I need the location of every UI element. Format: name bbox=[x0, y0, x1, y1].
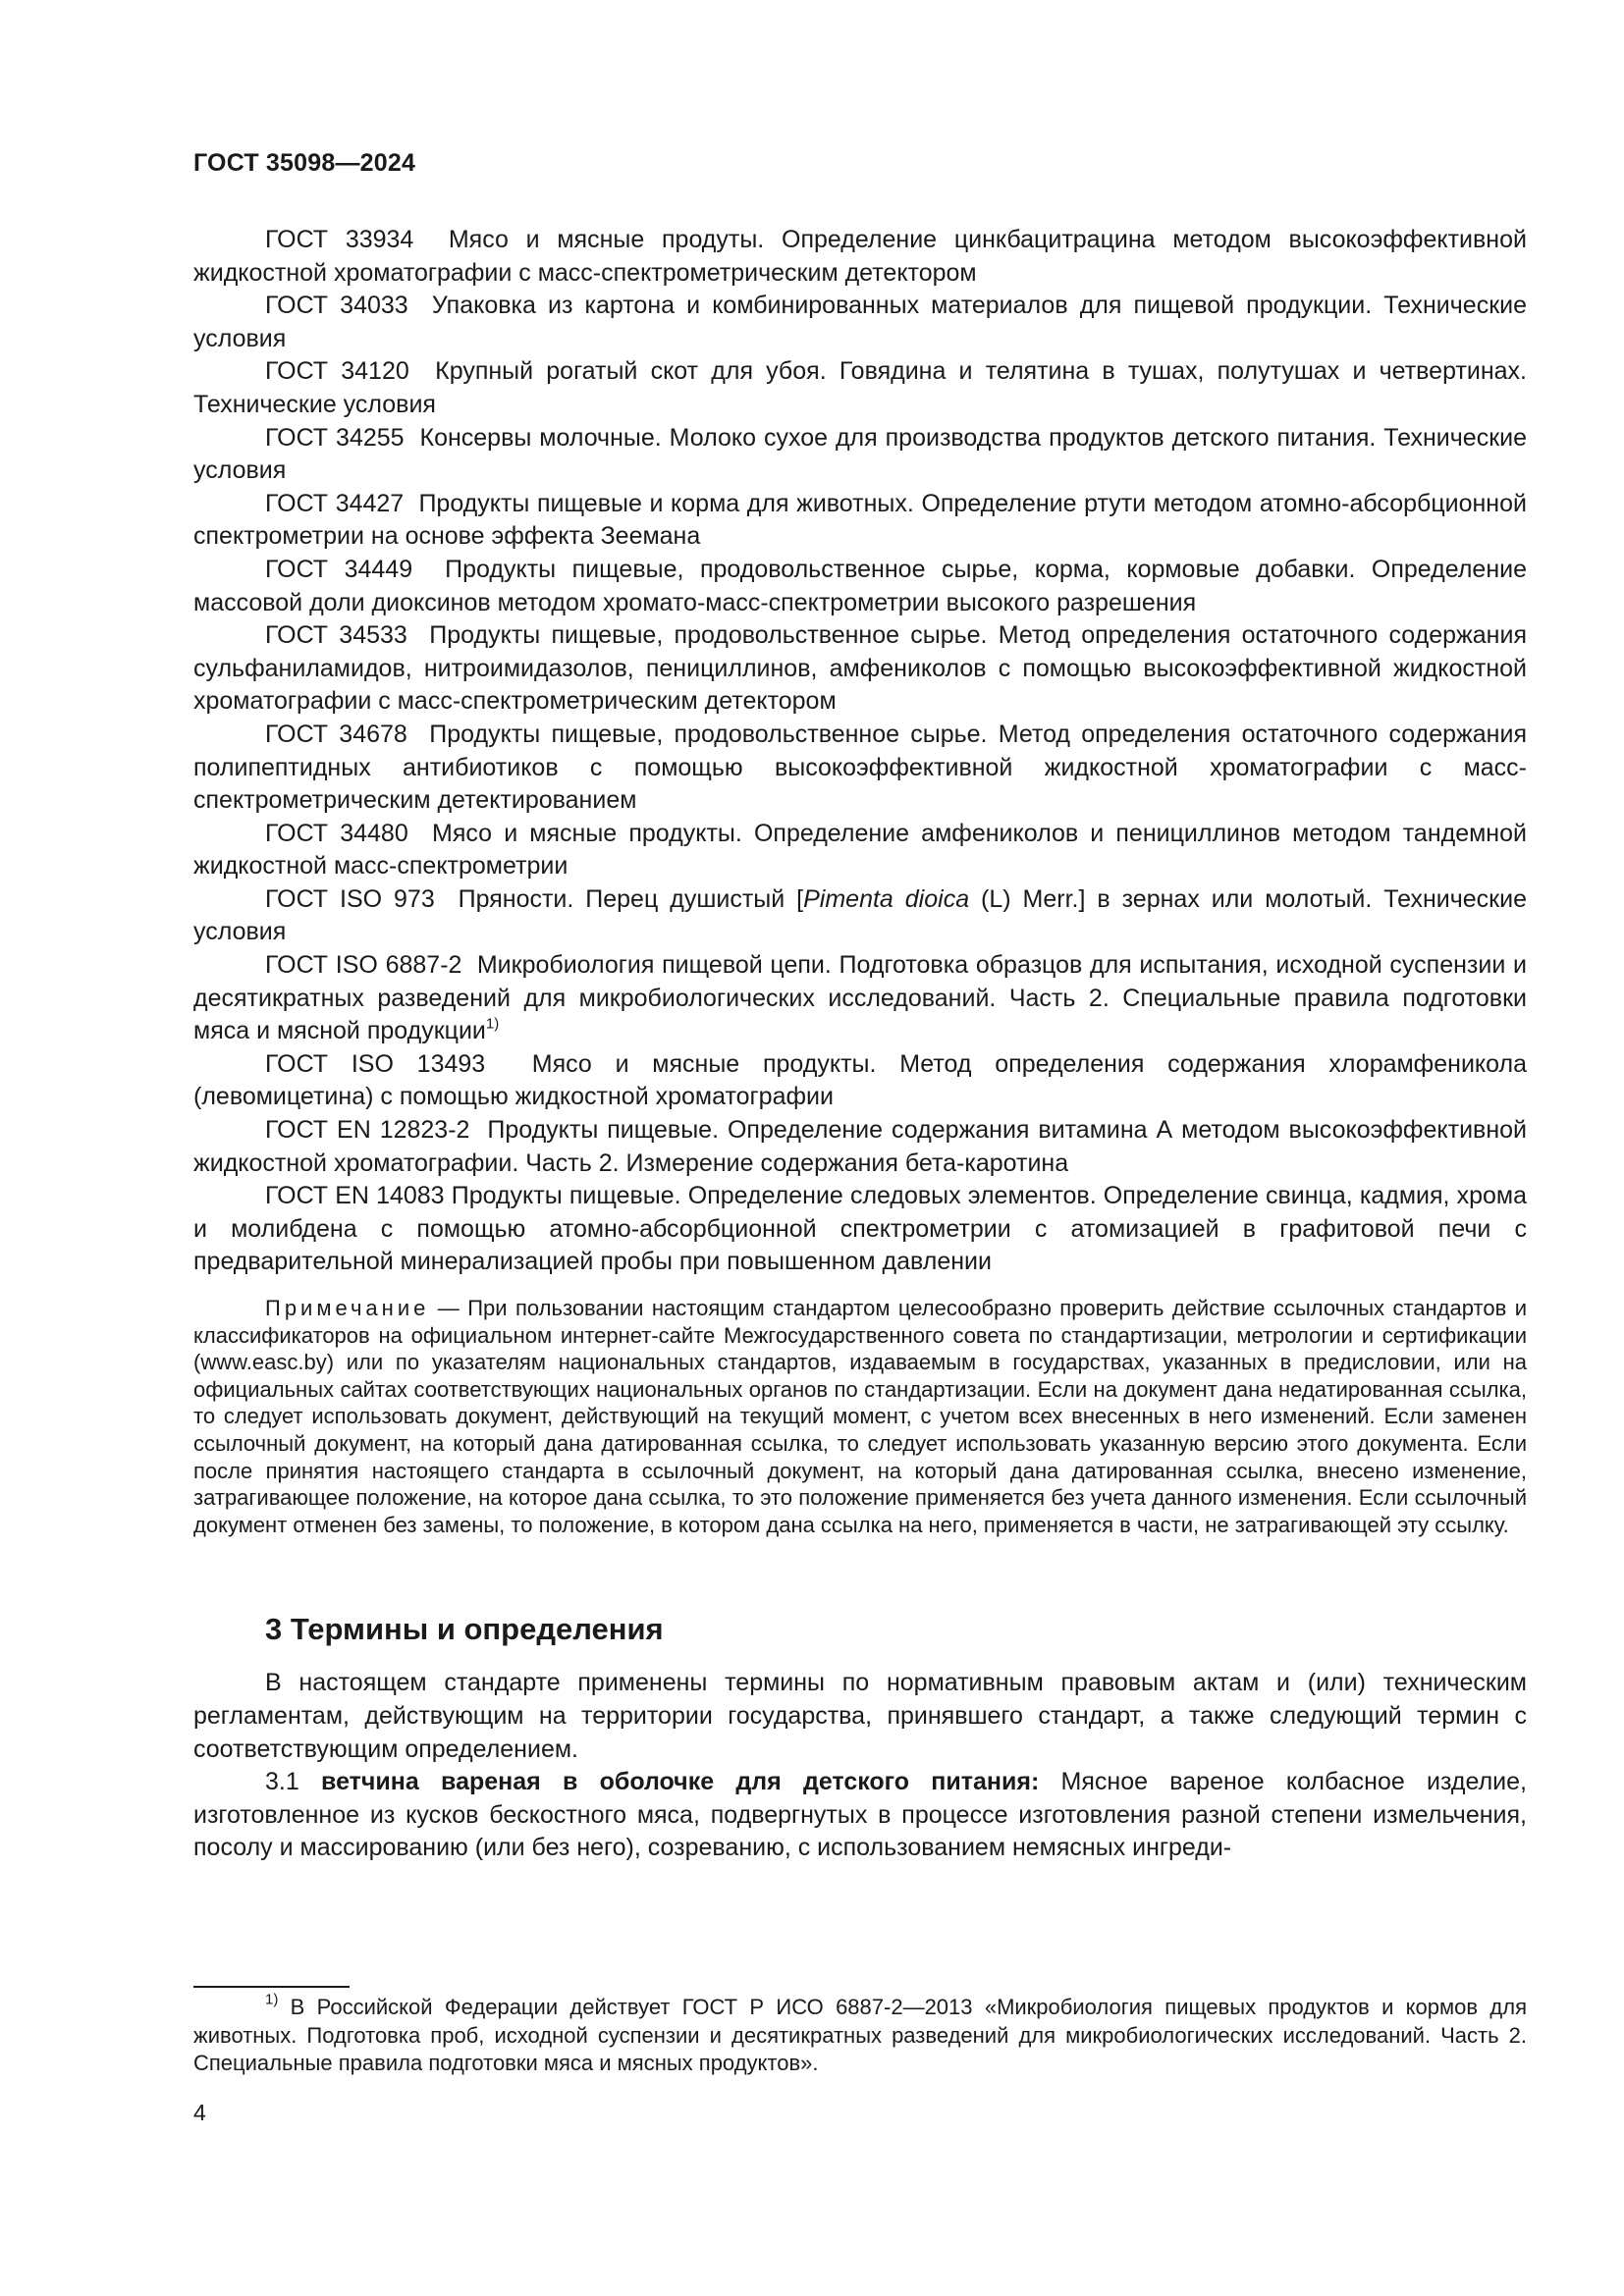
page-number: 4 bbox=[193, 2100, 206, 2125]
ref-item bbox=[193, 949, 1527, 1048]
ref-title: Консервы молочные. Молоко сухое для производства продуктов детского питания. Технические условия bbox=[193, 423, 1527, 485]
ref-code: ГОСТ 33934 bbox=[265, 226, 414, 253]
ref-title: Мясо и мясные продукты. Определение амфениколов и пенициллинов методом тандемной жидкостной масс-спектрометрии bbox=[193, 819, 1527, 881]
ref-title: Пряности. Перец душистый [ bbox=[458, 884, 804, 913]
ref-code: ГОСТ ISO 13493 bbox=[265, 1049, 486, 1078]
section-heading: 3 Термины и определения bbox=[265, 1612, 664, 1647]
document-header: ГОСТ 35098—2024 bbox=[193, 149, 416, 177]
footnote-divider bbox=[193, 1986, 350, 1988]
ref-code: ГОСТ EN 12823-2 bbox=[265, 1116, 470, 1145]
ref-item bbox=[193, 488, 1527, 554]
ref-item bbox=[193, 818, 1527, 883]
ref-title: Микробиология пищевой цепи. Подготовка образцов для испытания, исходной суспензии и десятикратных разведений для микробиологических исследований. Часть 2. Специальные правила подготовки мяса и мясной продукции bbox=[193, 951, 1527, 1045]
ref-title: Упаковка из картона и комбинированных материалов для пищевой продукции. Технические условия bbox=[193, 292, 1528, 352]
ref-item bbox=[193, 1180, 1527, 1279]
ref-code: ГОСТ 34678 bbox=[265, 720, 407, 748]
ref-title: Продукты пищевые, продовольственное сырье, корма, кормовые добавки. Определение массовой доли диоксинов методом хромато-масс-спектрометрии высокого разрешения bbox=[193, 555, 1527, 616]
reference-list bbox=[193, 224, 1527, 1279]
ref-title: Продукты пищевые. Определение следовых элементов. Определение свинца, кадмия, хрома и молибдена с помощью атомно-абсорбционной спектрометрии с атомизацией в графитовой печи с предварительной минерализацией пробы при повышенном давлении bbox=[193, 1182, 1527, 1276]
ref-title: Продукты пищевые, продовольственное сырье. Метод определения остаточного содержания полипептидных антибиотиков с помощью высокоэффективной жидкостной хроматографии с масс-спектрометрическим детектированием bbox=[193, 720, 1527, 815]
ref-code: ГОСТ 34480 bbox=[265, 819, 408, 847]
ref-item bbox=[193, 619, 1527, 719]
note-paragraph bbox=[193, 1295, 1527, 1538]
ref-title: Продукты пищевые, продовольственное сырье. Метод определения остаточного содержания сульфаниламидов, нитроимидазолов, пенициллинов, амфениколов с помощью высокоэффективной жидкостной хроматографии с масс-спектрометрическим детектором bbox=[193, 621, 1527, 716]
footnote-marker: 1) bbox=[485, 1015, 500, 1033]
footnote-text: В Российской Федерации действует ГОСТ Р ИСО 6887-2—2013 «Микробиология пищевых продуктов и кормов для животных. Подготовка проб, исходной суспензии и десятикратных разведений для микробиологических исследований. Часть 2. Специальные правила подготовки мяса и мясных продуктов». bbox=[193, 1995, 1527, 2075]
ref-item bbox=[193, 422, 1527, 488]
term-name: ветчина вареная в оболочке для детского питания: bbox=[321, 1768, 1040, 1796]
note-label: Примечание bbox=[265, 1296, 430, 1320]
term-text: Мясное вареное колбасное изделие, изготовленное из кусков бескостного мяса, подвергнутых в процессе изготовления разной степени измельчения, посолу и массированию (или без него), созреванию, с использованием немясных ингреди- bbox=[193, 1768, 1527, 1862]
ref-item bbox=[193, 1048, 1527, 1114]
ref-title: Мясо и мясные продуты. Определение цинкбацитрацина методом высокоэффективной жидкостной хроматографии с масс-спектрометрическим детектором bbox=[193, 226, 1527, 287]
section-intro: В настоящем стандарте применены термины по нормативным правовым актам и (или) техническим регламентам, действующим на территории государства, принявшего стандарт, а также следующий термин с соответствующим определением. bbox=[193, 1669, 1527, 1763]
ref-title-rest: (L) Merr.] в зернах или молотый. Технические условия bbox=[193, 884, 1527, 946]
ref-code: ГОСТ 34427 bbox=[265, 489, 405, 517]
footnote bbox=[193, 1991, 1527, 2078]
ref-title: Продукты пищевые. Определение содержания витамина А методом высокоэффективной жидкостной хроматографии. Часть 2. Измерение содержания бета-каротина bbox=[193, 1116, 1527, 1177]
ref-code: ГОСТ 34533 bbox=[265, 621, 407, 650]
ref-title: Продукты пищевые и корма для животных. Определение ртути методом атомно-абсорбционной спектрометрии на основе эффекта Зеемана bbox=[193, 489, 1527, 551]
ref-item bbox=[193, 554, 1527, 619]
term-definition bbox=[193, 1766, 1527, 1865]
ref-item bbox=[193, 355, 1527, 421]
ref-title-italic: Pimenta dioica bbox=[803, 884, 970, 913]
ref-code: ГОСТ ISO 6887-2 bbox=[265, 951, 462, 980]
ref-item bbox=[193, 224, 1527, 290]
ref-code: ГОСТ 34255 bbox=[265, 423, 405, 452]
ref-title: Мясо и мясные продукты. Метод определения содержания хлорамфеникола (левомицетина) с помощью жидкостной хроматографии bbox=[193, 1049, 1527, 1111]
ref-item bbox=[193, 719, 1527, 818]
ref-item bbox=[193, 1114, 1527, 1180]
term-number: 3.1 bbox=[265, 1768, 299, 1796]
ref-code: ГОСТ 34033 bbox=[265, 292, 408, 320]
ref-code: ГОСТ 34449 bbox=[265, 555, 413, 583]
footnote-marker: 1) bbox=[265, 1991, 279, 2008]
ref-code: ГОСТ 34120 bbox=[265, 357, 409, 386]
ref-item bbox=[193, 883, 1527, 949]
ref-code: ГОСТ EN 14083 bbox=[265, 1182, 445, 1210]
page-content bbox=[193, 224, 1527, 1865]
note-text: — При пользовании настоящим стандартом целесообразно проверить действие ссылочных стандартов и классификаторов на официальном интернет-сайте Межгосударственного совета по стандартизации, метрологии и сертификации (www.easc.by) или по указателям национальных стандартов, издаваемым в государствах, указанных в предисловии, или на официальных сайтах соответствующих национальных органов по стандартизации. Если на документ дана недатированная ссылка, то следует использовать документ, действующий на текущий момент, с учетом всех внесенных в него изменений. Если заменен ссылочный документ, на который дана датированная ссылка, то следует использовать указанную версию этого документа. Если после принятия настоящего стандарта в ссылочный документ, на который дана датированная ссылка, внесено изменение, затрагивающее положение, на которое дана ссылка, то это положение применяется без учета данного изменения. Если ссылочный документ отменен без замены, то положение, в котором дана ссылка на него, применяется в части, не затрагивающей эту ссылку. bbox=[193, 1296, 1527, 1537]
ref-code: ГОСТ ISO 973 bbox=[265, 884, 435, 913]
ref-title: Крупный рогатый скот для убоя. Говядина и телятина в тушах, полутушах и четвертинах. Технические условия bbox=[193, 357, 1527, 418]
ref-item bbox=[193, 290, 1527, 355]
